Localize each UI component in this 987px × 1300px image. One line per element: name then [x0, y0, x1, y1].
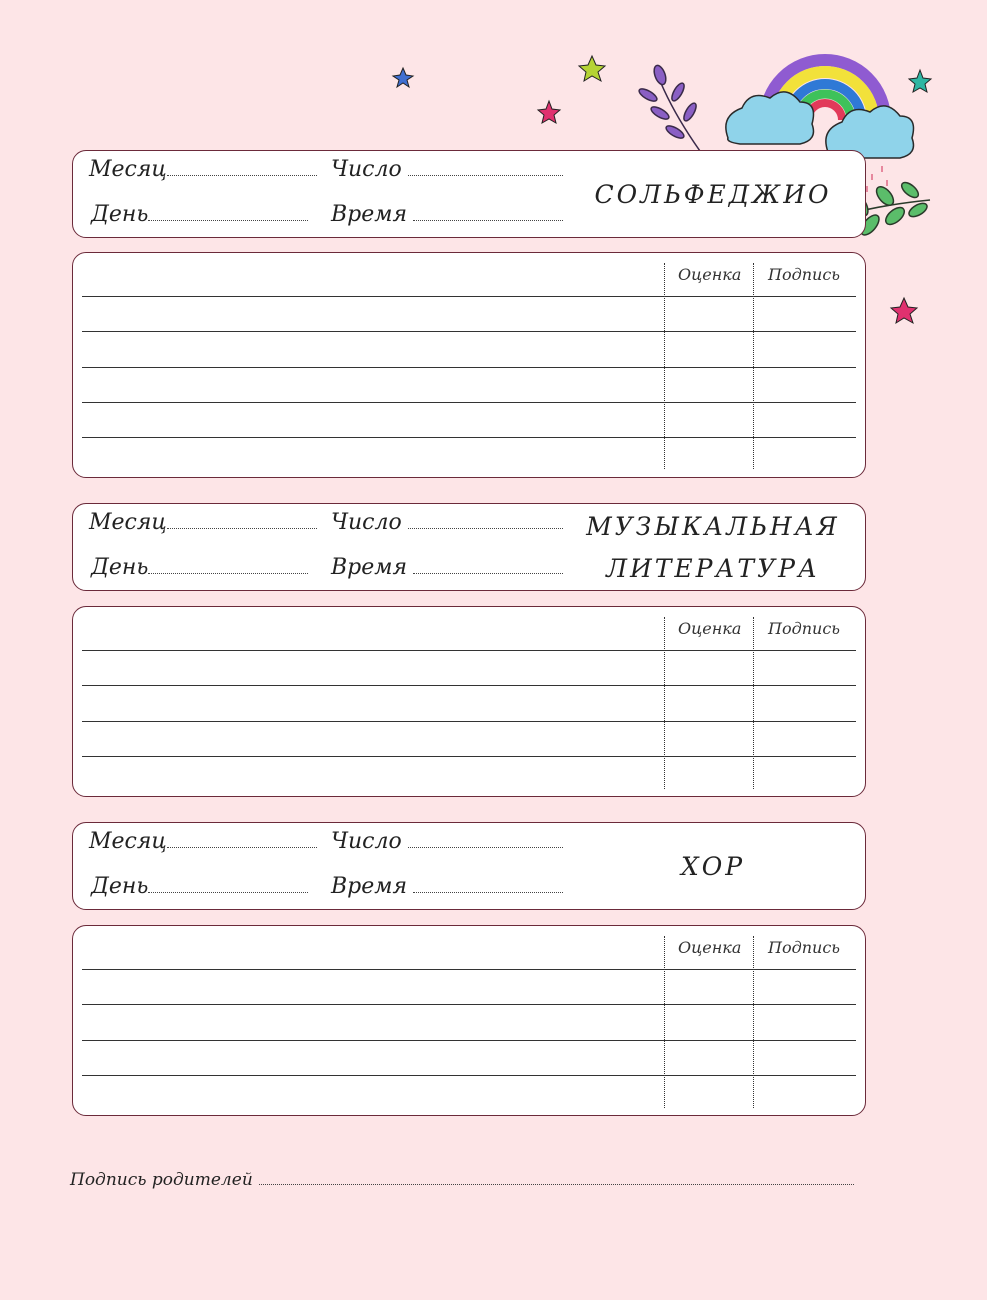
lesson-grid-1 [72, 252, 866, 478]
date-field[interactable]: Число [331, 157, 563, 182]
table-row[interactable] [82, 402, 856, 403]
table-row[interactable] [82, 1040, 856, 1041]
table-row[interactable] [82, 969, 856, 970]
table-row[interactable] [82, 721, 856, 722]
date-field[interactable]: Число [331, 829, 563, 854]
star-icon [538, 101, 560, 123]
leaf-branch-icon [637, 64, 705, 158]
parent-signature-field[interactable]: Подпись родителей [70, 1170, 854, 1190]
lesson-header-1 [72, 150, 866, 238]
time-field[interactable]: Время [331, 874, 563, 899]
lesson-grid-3 [72, 925, 866, 1116]
lesson-header-3 [72, 822, 866, 910]
day-field[interactable]: День [91, 874, 308, 899]
date-field[interactable]: Число [331, 510, 563, 535]
lesson-grid-2 [72, 606, 866, 797]
table-row[interactable] [82, 367, 856, 368]
grade-column-header: Оценка [678, 265, 742, 284]
signature-column-header: Подпись [768, 938, 841, 957]
table-row[interactable] [82, 1075, 856, 1076]
star-icon [579, 56, 605, 81]
table-row[interactable] [82, 756, 856, 757]
table-row[interactable] [82, 331, 856, 332]
subject-title: МУЗЫКАЛЬНАЯ ЛИТЕРАТУРА [586, 512, 840, 583]
time-field[interactable]: Время [331, 555, 563, 580]
table-row[interactable] [82, 650, 856, 651]
table-row[interactable] [82, 437, 856, 438]
grade-column-header: Оценка [678, 619, 742, 638]
table-row[interactable] [82, 296, 856, 297]
table-row[interactable] [82, 1004, 856, 1005]
time-field[interactable]: Время [331, 202, 563, 227]
star-icon [891, 298, 917, 323]
signature-column-header: Подпись [768, 265, 841, 284]
month-field[interactable]: Месяц [89, 157, 317, 182]
signature-column-header: Подпись [768, 619, 841, 638]
day-field[interactable]: День [91, 202, 308, 227]
grade-column-header: Оценка [678, 938, 742, 957]
month-field[interactable]: Месяц [89, 510, 317, 535]
star-icon [393, 68, 413, 87]
subject-title: ХОР [680, 852, 746, 881]
subject-title: СОЛЬФЕДЖИО [594, 180, 832, 209]
table-row[interactable] [82, 685, 856, 686]
star-icon [909, 70, 931, 92]
day-field[interactable]: День [91, 555, 308, 580]
month-field[interactable]: Месяц [89, 829, 317, 854]
lesson-header-2 [72, 503, 866, 591]
